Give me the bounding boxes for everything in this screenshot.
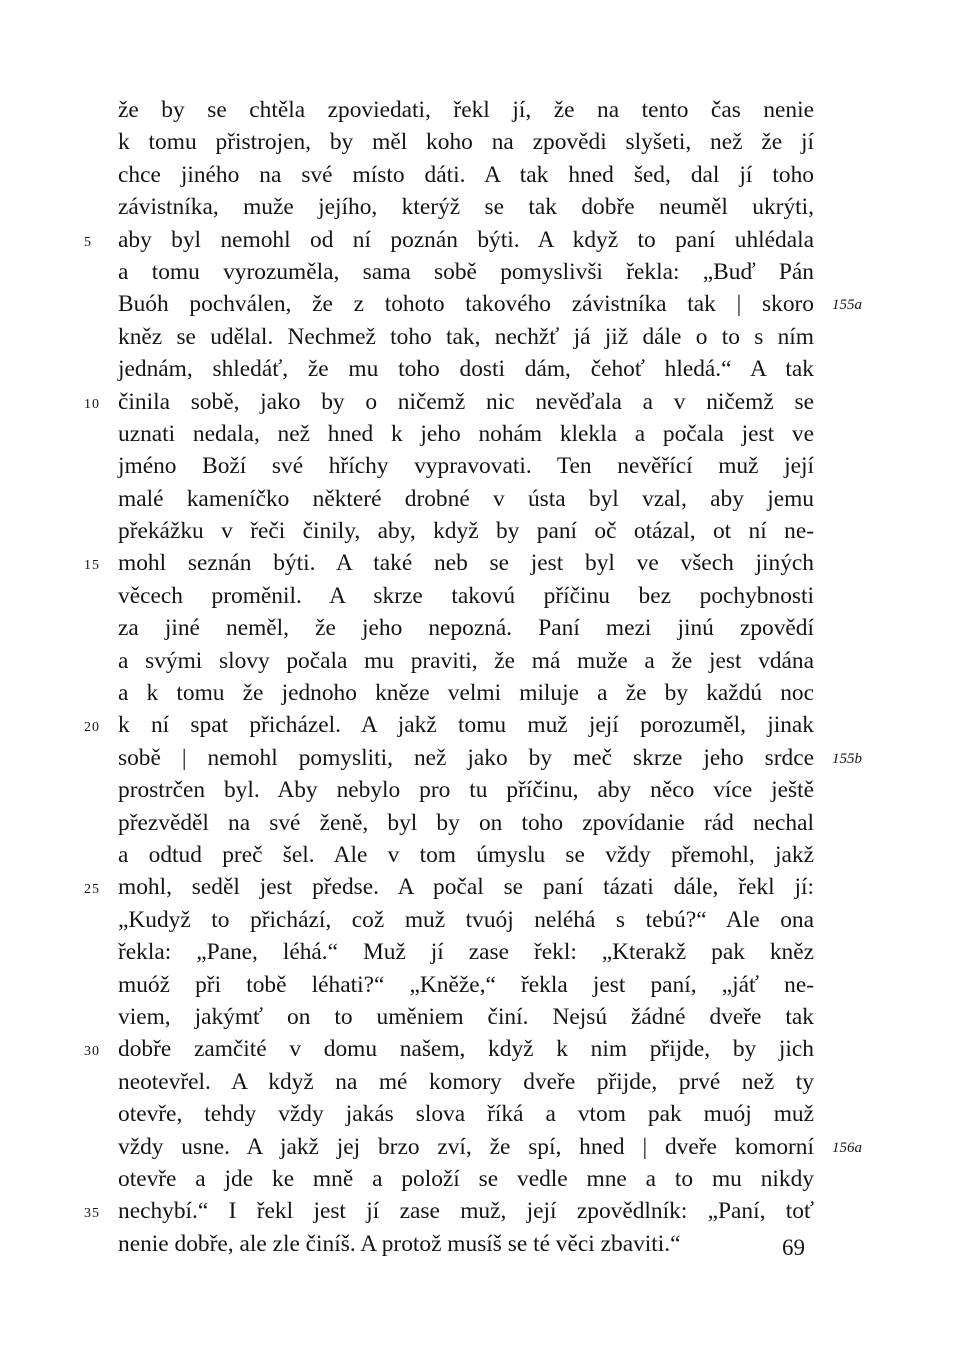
text-line: [118, 742, 862, 774]
text-line: [118, 1098, 814, 1130]
margin-folio-reference: 156a: [832, 1139, 862, 1156]
text-line-content: neotevřel. A když na mé komory dveře přijde, prvé než ty: [118, 1068, 814, 1095]
main-text-block: [84, 94, 862, 1260]
text-line: [118, 612, 814, 644]
margin-folio-reference: 155b: [832, 750, 862, 767]
text-line-content: přezvěděl na své ženě, byl by on toho zpovídanie rád nechal: [118, 809, 814, 836]
text-line-content: prostrčen byl. Aby nebylo pro tu příčinu, aby něco více ještě: [118, 777, 814, 804]
text-line-content: mohl, seděl jest předse. A počal se paní tázati dále, řekl jí:: [118, 874, 814, 901]
text-line: [84, 386, 814, 418]
line-number: 5: [84, 234, 92, 250]
text-line: [118, 580, 814, 612]
line-number: 20: [84, 720, 100, 736]
page-number: 69: [782, 1235, 805, 1260]
text-line-content: malé kameníčko některé drobné v ústa byl vzal, aby jemu: [118, 485, 814, 512]
line-number: 25: [84, 882, 100, 898]
text-line: [118, 774, 814, 806]
text-line: [118, 94, 814, 126]
text-line: [118, 1066, 814, 1098]
text-line-content: muóž při tobě léhati?“ „Kněže,“ řekla jest paní, „jáť ne-: [118, 971, 814, 998]
line-number: 15: [84, 558, 100, 574]
line-number: 35: [84, 1206, 100, 1222]
text-line-content: nenie dobře, ale zle činíš. A protož musíš se té věci zbaviti.“: [118, 1230, 681, 1257]
line-number: 10: [84, 396, 100, 412]
text-line: [84, 1195, 814, 1227]
line-number: 30: [84, 1044, 100, 1060]
text-line-content: že by se chtěla zpoviedati, řekl jí, že na tento čas nenie: [118, 97, 814, 123]
text-line-content: a svými slovy počala mu praviti, že má muže a že jest vdána: [118, 647, 814, 674]
text-line-content: chce jiného na své místo dáti. A tak hned šed, dal jí toho: [118, 161, 814, 188]
text-line: [118, 1001, 814, 1033]
text-line: [84, 224, 814, 256]
text-line-content: Buóh pochválen, že z tohoto takového závistníka tak | skoro: [118, 291, 814, 318]
text-line-content: uznati nedala, než hned k jeho nohám klekla a počala jest ve: [118, 420, 814, 447]
text-line-content: závistníka, muže jejího, kterýž se tak dobře neuměl ukrýti,: [118, 194, 814, 221]
text-line: [118, 645, 814, 677]
text-line: [118, 353, 814, 385]
text-line: [84, 709, 814, 741]
text-line-content: vždy usne. A jakž jej brzo zví, že spí, hned | dveře komorní: [118, 1133, 814, 1160]
text-line-content: kněz se udělal. Nechmež toho tak, nechžť já již dále o to s ním: [118, 323, 814, 350]
text-line-content: překážku v řeči činily, aby, když by paní oč otázal, ot ní ne-: [118, 518, 814, 545]
text-line: [118, 515, 814, 547]
text-line: [118, 191, 814, 223]
text-line: [118, 1163, 814, 1195]
text-line: [118, 418, 814, 450]
text-line-content: dobře zamčité v domu našem, když k nim přijde, by jich: [118, 1036, 814, 1063]
text-line-content: otevře a jde ke mně a položí se vedle mne a to mu nikdy: [118, 1165, 814, 1192]
margin-folio-reference: 155a: [832, 297, 862, 314]
text-line-content: „Kudyž to přichází, což muž tvuój neléhá s tebú?“ Ale ona: [118, 906, 814, 933]
text-line-content: aby byl nemohl od ní poznán býti. A když to paní uhlédala: [118, 226, 814, 253]
text-line: [118, 936, 814, 968]
text-line-content: sobě | nemohl pomysliti, než jako by meč skrze jeho srdce: [118, 744, 814, 771]
text-line: [118, 126, 814, 158]
text-line-content: viem, jakýmť on to uměniem činí. Nejsú žádné dveře tak: [118, 1003, 814, 1030]
text-line-content: věcech proměnil. A skrze takovú příčinu bez pochybnosti: [118, 582, 814, 609]
text-line: [84, 871, 814, 903]
text-line: [118, 288, 862, 320]
text-line-content: činila sobě, jako by o ničemž nic nevěďala a v ničemž se: [118, 388, 814, 415]
text-line: [118, 904, 814, 936]
text-line: [84, 547, 814, 579]
text-line: [84, 1033, 814, 1065]
text-line-content: k tomu přistrojen, by měl koho na zpovědi slyšeti, než že jí: [118, 129, 814, 156]
text-line-content: jméno Boží své hříchy vypravovati. Ten nevěřící muž její: [118, 453, 814, 480]
text-line: [118, 807, 814, 839]
text-line-content: řekla: „Pane, léhá.“ Muž jí zase řekl: „Kterakž pak kněz: [118, 939, 814, 966]
text-line-content: jednám, shledáť, že mu toho dosti dám, čehoť hledá.“ A tak: [118, 356, 814, 383]
text-line: [118, 159, 814, 191]
text-line-content: k ní spat přicházel. A jakž tomu muž její porozuměl, jinak: [118, 712, 814, 739]
text-line: [118, 839, 814, 871]
text-line: [118, 256, 814, 288]
text-line-content: nechybí.“ I řekl jest jí zase muž, její zpovědlník: „Paní, toť: [118, 1198, 814, 1225]
text-line-content: a odtud preč šel. Ale v tom úmyslu se vždy přemohl, jakž: [118, 841, 814, 868]
text-line-content: a k tomu že jednoho kněze velmi miluje a že by každú noc: [118, 680, 814, 707]
text-line-content: otevře, tehdy vždy jakás slova říká a vtom pak muój muž: [118, 1101, 814, 1128]
text-line: [118, 677, 814, 709]
text-line: [118, 450, 814, 482]
text-line: [118, 321, 814, 353]
text-line: [118, 1228, 814, 1260]
text-line: [118, 483, 814, 515]
text-line-content: a tomu vyrozuměla, sama sobě pomyslivši řekla: „Buď Pán: [118, 258, 814, 285]
text-line-content: za jiné neměl, že jeho nepozná. Paní mezi jinú zpovědí: [118, 615, 814, 642]
text-line: [118, 969, 814, 1001]
text-line-content: mohl seznán býti. A také neb se jest byl ve všech jiných: [118, 550, 814, 577]
text-line: [118, 1131, 862, 1163]
